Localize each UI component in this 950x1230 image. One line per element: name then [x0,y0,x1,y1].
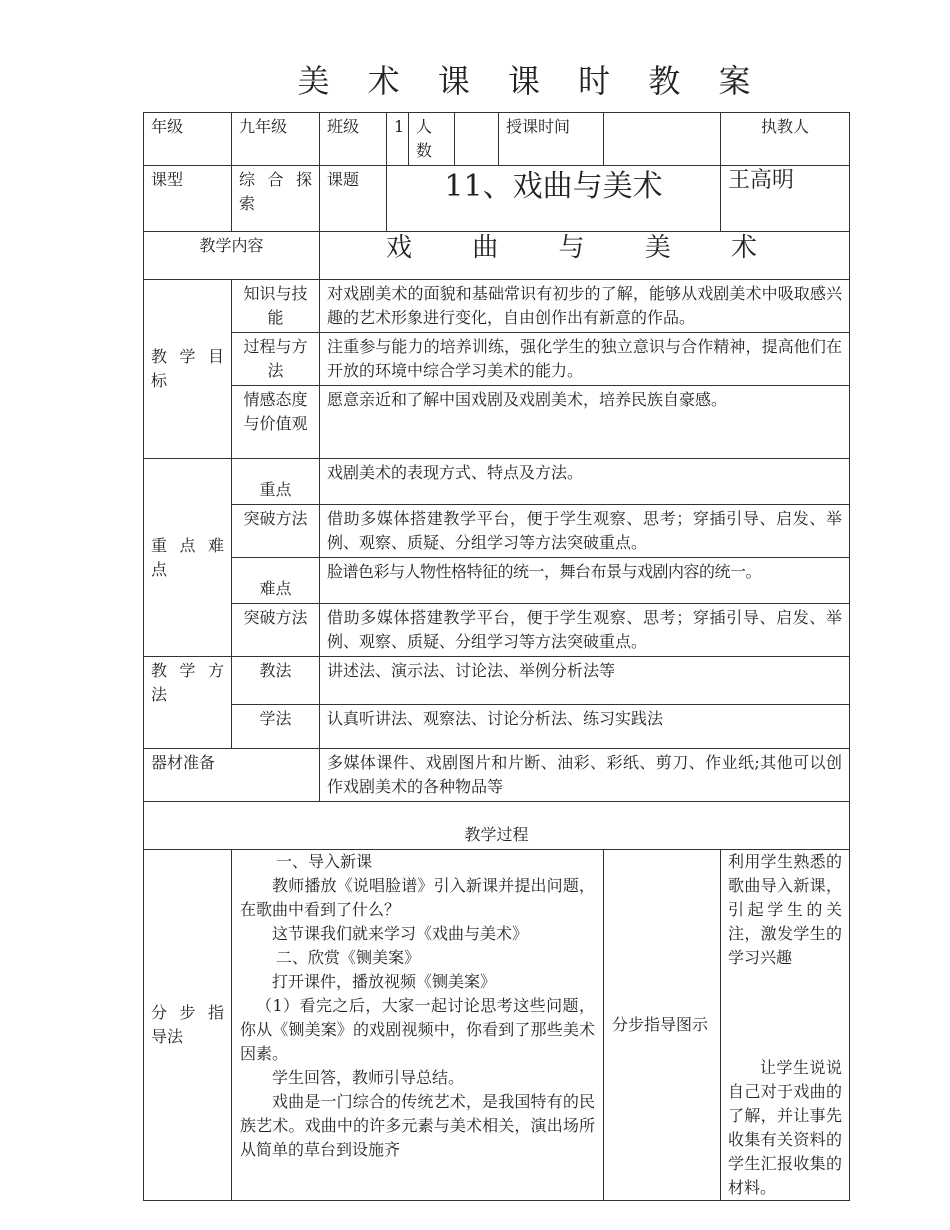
keypoint-name: 重点 [232,459,320,505]
step-paragraph: 教师播放《说唱脸谱》引入新课并提出问题，在歌曲中看到了什么？ [240,876,595,919]
time-value [604,113,721,166]
process-row-label: 分 步 指 导法 [144,850,232,1201]
topic-label: 课题 [320,166,387,232]
keypoint-name: 突破方法 [232,505,320,558]
process-label: 教学过程 [144,802,850,850]
grade-label: 年级 [144,113,232,166]
content-value: 戏 曲 与 美 术 [320,232,850,280]
equipment-label: 器材准备 [144,749,320,802]
class-label: 班级 [320,113,387,166]
keypoint-text: 戏剧美术的表现方式、特点及方法。 [320,459,850,505]
page-title: 美 术 课 课 时 教 案 [297,62,765,100]
goal-name: 过程与方法 [232,333,320,386]
type-value: 综 合 探 索 [232,166,320,232]
teacher-label: 执教人 [721,113,850,166]
goal-text: 注重参与能力的培养训练，强化学生的独立意识与合作精神，提高他们在开放的环境中综合学习美术的能力。 [320,333,850,386]
keypoint-text: 借助多媒体搭建教学平台，便于学生观察、思考；穿插引导、启发、举例、观察、质疑、分组学习等方法突破重点。 [320,604,850,657]
count-label: 人数 [409,113,455,166]
step-heading: 二、欣赏《铡美案》 [276,948,421,967]
methods-label: 教 学 方 法 [144,657,232,749]
content-label: 教学内容 [144,232,320,280]
step-paragraph: （1）看完之后，大家一起讨论思考这些问题，你从《铡美案》的戏剧视频中，你看到了那些美术因素。 [240,996,595,1063]
method-text: 认真听讲法、观察法、讨论分析法、练习实践法 [320,705,850,749]
keypoint-text: 脸谱色彩与人物性格特征的统一，舞台布景与戏剧内容的统一。 [320,558,850,604]
step-paragraph: 这节课我们就来学习《戏曲与美术》 [272,924,529,943]
count-value [455,113,499,166]
class-value: 1 [387,113,409,166]
goal-name: 知识与技能 [232,280,320,333]
step-paragraph: 学生回答，教师引导总结。 [272,1068,465,1087]
goal-text: 对戏剧美术的面貌和基础常识有初步的了解，能够从戏剧美术中吸取感兴趣的艺术形象进行变化，自由创作出有新意的作品。 [320,280,850,333]
keypoint-text: 借助多媒体搭建教学平台，便于学生观察、思考；穿插引导、启发、举例、观察、质疑、分组学习等方法突破重点。 [320,505,850,558]
goals-label: 教 学 目 标 [144,280,232,459]
topic-value: 11、戏曲与美术 [387,166,721,232]
note-paragraph: 让学生说说自己对于戏曲的了解，并让事先收集有关资料的学生汇报收集的材料。 [728,1058,842,1197]
type-label: 课型 [144,166,232,232]
process-steps [232,850,604,1201]
method-text: 讲述法、演示法、讨论法、举例分析法等 [320,657,850,705]
step-paragraph: 打开课件，播放视频《铡美案》 [272,972,497,991]
keypoint-name: 突破方法 [232,604,320,657]
method-name: 教法 [232,657,320,705]
keypoints-label: 重 点 难 点 [144,459,232,657]
method-name: 学法 [232,705,320,749]
keypoint-name: 难点 [232,558,320,604]
lesson-plan-table [143,112,850,1201]
goal-text: 愿意亲近和了解中国戏剧及戏剧美术，培养民族自豪感。 [320,386,850,459]
process-middle-label: 分步指导图示 [604,850,721,1201]
goal-name: 情感态度与价值观 [232,386,320,459]
step-heading: 一、导入新课 [276,852,373,871]
step-paragraph: 戏曲是一门综合的传统艺术，是我国特有的民族艺术。戏曲中的许多元素与美术相关，演出场所从简单的草台到设施齐 [240,1092,595,1159]
grade-value: 九年级 [232,113,320,166]
teacher-value: 王高明 [721,166,850,232]
process-notes [721,850,850,1201]
time-label: 授课时间 [499,113,604,166]
equipment-text: 多媒体课件、戏剧图片和片断、油彩、彩纸、剪刀、作业纸;其他可以创作戏剧美术的各种物品等 [320,749,850,802]
note-paragraph: 利用学生熟悉的歌曲导入新课，引起学生的关注，激发学生的学习兴趣 [728,852,842,967]
